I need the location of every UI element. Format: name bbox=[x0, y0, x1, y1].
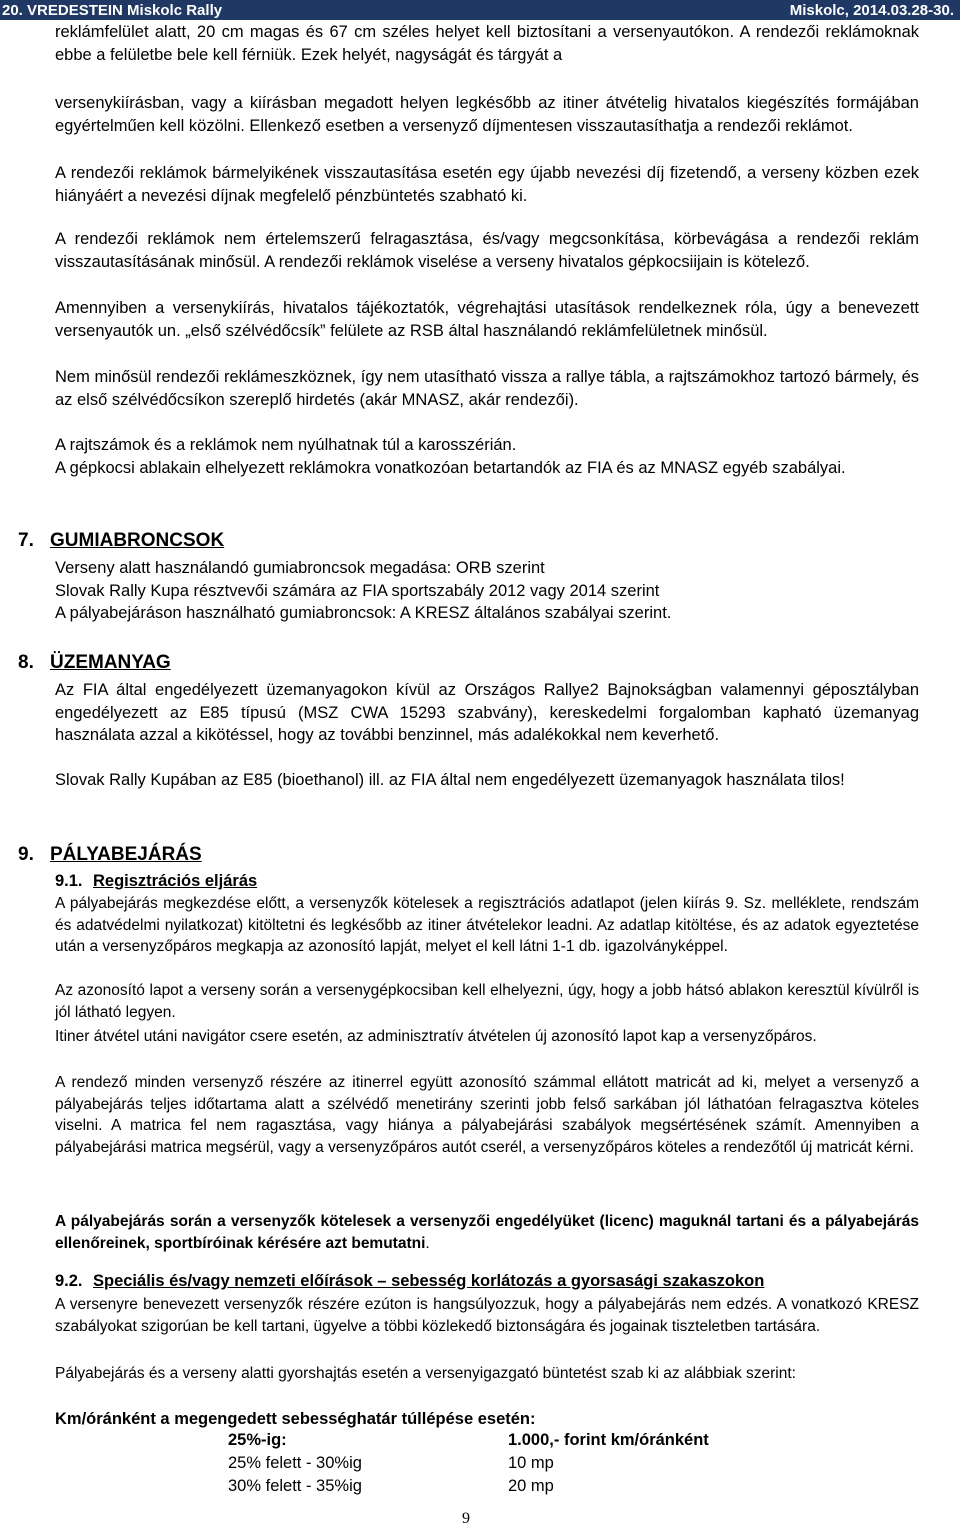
section-number: 7. bbox=[18, 530, 34, 551]
section-number: 8. bbox=[18, 652, 34, 673]
paragraph: Az azonosító lapot a verseny során a versenygépkocsiban kell elhelyezni, úgy, hogy a jobb hátsó ablakon keresztül kívülről is jól látható legyen. bbox=[55, 982, 919, 1021]
paragraph: A pályabejáráson használható gumiabroncsok: A KRESZ általános szabályai szerint. bbox=[55, 604, 672, 622]
paragraph: A versenyre benevezett versenyzők részére ezúton is hangsúlyozzuk, hogy a pályabejárás nem edzés. A vonatkozó KRESZ szabályokat szigorúan be kell tartani, ügyelve a többi közlekedő biztonságára és jogainak tiszteletben tartására. bbox=[55, 1296, 919, 1335]
paragraph: Pályabejárás és a verseny alatti gyorshajtás esetén a versenyigazgató büntetést szab ki az alábbiak szerint: bbox=[55, 1365, 796, 1382]
subsection-heading-9-1 bbox=[55, 872, 257, 891]
page-header bbox=[0, 0, 960, 20]
paragraph: Nem minősül rendezői reklámeszköznek, így nem utasítható vissza a rallye tábla, a rajtszámokhoz tartozó bármely, és az első szélvédőcsíkon szereplő hirdetés (akár MNASZ, akár rendezői). bbox=[55, 368, 919, 409]
paragraph: A rajtszámok és a reklámok nem nyúlhatnak túl a karosszérián. bbox=[55, 436, 517, 454]
bold-text-end: . bbox=[425, 1234, 430, 1252]
section-heading-9 bbox=[18, 844, 202, 866]
section-heading-8 bbox=[18, 652, 171, 674]
section-heading-7 bbox=[18, 530, 224, 552]
penalty-row-label: 25% felett - 30%ig bbox=[228, 1454, 362, 1472]
paragraph: A rendező minden versenyző részére az itinerrel együtt azonosító számmal ellátott matricát ad ki, melyet a versenyző a pályabejárás teljes időtartama alatt a szélvédő menetirány szerinti jobb felső sarkában jól láthatóan felragasztva köteles viselni. A matrica fel nem ragasztása, vagy hiánya a pályabejárási szabályok megsértésének számít. Amennyiben a pályabejárási matrica megsérül, vagy a versenyzőpáros autót cserél, a versenyzőpáros köteles a rendezőtől új matricát kérni. bbox=[55, 1074, 919, 1156]
page-number: 9 bbox=[462, 1510, 470, 1527]
paragraph: Verseny alatt használandó gumiabroncsok megadása: ORB szerint bbox=[55, 559, 545, 577]
paragraph: A gépkocsi ablakain elhelyezett reklámokra vonatkozóan betartandók az FIA és az MNASZ egyéb szabályai. bbox=[55, 459, 846, 477]
section-number: 9. bbox=[18, 844, 34, 865]
penalty-row-label: 30% felett - 35%ig bbox=[228, 1477, 362, 1495]
paragraph: A rendezői reklámok bármelyikének visszautasítása esetén egy újabb nevezési díj fizetendő, a verseny közben ezek hiányáért a nevezési díjnak megfelelő pénzbüntetés szabható ki. bbox=[55, 164, 919, 205]
paragraph-bold bbox=[55, 1211, 919, 1254]
subsection-heading-9-2 bbox=[55, 1272, 764, 1291]
paragraph: reklámfelület alatt, 20 cm magas és 67 cm széles helyet kell biztosítani a versenyautókon. A rendezői reklámoknak ebbe a felületbe bele kell férniük. Ezek helyét, nagyságát és tárgyát a bbox=[55, 23, 919, 64]
penalty-row-value: 10 mp bbox=[508, 1454, 554, 1472]
penalty-row-value: 20 mp bbox=[508, 1477, 554, 1495]
paragraph: Amennyiben a versenykiírás, hivatalos tájékoztatók, végrehajtási utasítások rendelkeznek róla, úgy a benevezett versenyautók un. „első szélvédőcsík” felülete az RSB által használandó reklámfelületnek minősül. bbox=[55, 299, 919, 340]
section-title: GUMIABRONCSOK bbox=[50, 530, 225, 551]
paragraph: Itiner átvétel utáni navigátor csere esetén, az adminisztratív átvételen új azonosító lapot kap a versenyzőpáros. bbox=[55, 1028, 817, 1045]
subsection-number: 9.1. bbox=[55, 872, 83, 890]
subsection-number: 9.2. bbox=[55, 1272, 83, 1290]
section-title: ÜZEMANYAG bbox=[50, 652, 171, 673]
paragraph: Slovak Rally Kupa résztvevői számára az FIA sportszabály 2012 vagy 2014 szerint bbox=[55, 582, 660, 600]
paragraph: Az FIA által engedélyezett üzemanyagokon kívül az Országos Rallye2 Bajnokságban valamennyi géposztályban engedélyezett az E85 típusú (MSZ CWA 15293 szabvány), kereskedelmi forgalomban kapható üzemanyag használata azzal a kikötéssel, hogy az további benzinnel, más adalékokkal nem keverhető. bbox=[55, 681, 919, 745]
penalty-table-title: Km/óránként a megengedett sebességhatár túllépése esetén: bbox=[55, 1410, 536, 1428]
bold-text: A pályabejárás során a versenyzők kötelesek a versenyzői engedélyüket (licenc) maguknál tartani és a pályabejárás ellenőreinek, sportbíróinak kérésére azt bemutatni bbox=[55, 1213, 919, 1252]
header-location-date: Miskolc, 2014.03.28-30. bbox=[789, 2, 954, 19]
section-title: PÁLYABEJÁRÁS bbox=[50, 844, 202, 865]
subsection-title: Speciális és/vagy nemzeti előírások – sebesség korlátozás a gyorsasági szakaszokon bbox=[93, 1272, 765, 1290]
header-event-title: 20. VREDESTEIN Miskolc Rally bbox=[2, 2, 223, 19]
subsection-title: Regisztrációs eljárás bbox=[93, 872, 258, 890]
paragraph: versenykiírásban, vagy a kiírásban megadott helyen legkésőbb az itiner átvételig hivatalos kiegészítés formájában egyértelműen kell közölni. Ellenkező esetben a versenyző díjmentesen visszautasíthatja a rendezői reklámot. bbox=[55, 94, 919, 135]
penalty-row-label: 25%-ig: bbox=[228, 1431, 287, 1449]
paragraph: A pályabejárás megkezdése előtt, a versenyzők kötelesek a regisztrációs adatlapot (jelen kiírás 9. Sz. melléklete, rendszám és adatvédelmi nyilatkozat) kitöltetni és legkésőbb az itiner átvételekor leadni. Az adatlap kitöltése, és az adatok egyeztetése után a versenyzőpáros megkapja az azonosító lapját, melyet el kell látni 1-1 db. igazolványképpel. bbox=[55, 895, 919, 955]
paragraph: Slovak Rally Kupában az E85 (bioethanol) ill. az FIA által nem engedélyezett üzemanyagok használata tilos! bbox=[55, 771, 845, 789]
penalty-row-value: 1.000,- forint km/óránként bbox=[508, 1431, 709, 1449]
paragraph: A rendezői reklámok nem értelemszerű felragasztása, és/vagy megcsonkítása, körbevágása a rendezői reklám visszautasításának minősül. A rendezői reklámok viselése a verseny hivatalos gépkocsiijain is kötelező. bbox=[55, 230, 919, 271]
